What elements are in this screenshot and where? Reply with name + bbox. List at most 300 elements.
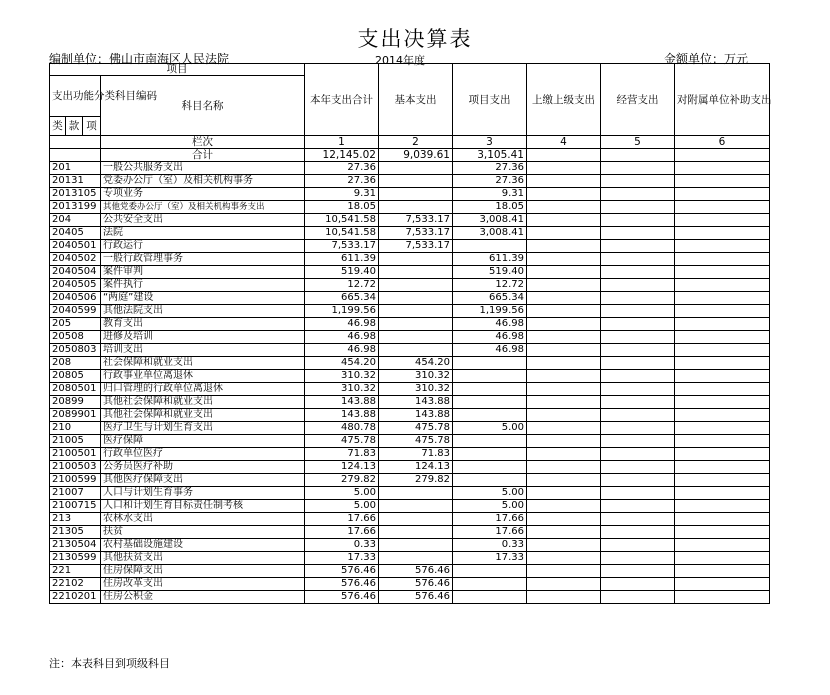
amount-cell <box>601 162 675 175</box>
amount-cell <box>379 552 453 565</box>
amount-cell: 17.66 <box>305 513 379 526</box>
amount-cell <box>527 409 601 422</box>
amount-cell: 46.98 <box>453 344 527 357</box>
amount-cell <box>453 240 527 253</box>
amount-cell <box>379 331 453 344</box>
amount-cell: 519.40 <box>305 266 379 279</box>
total-value: 9,039.61 <box>379 149 453 162</box>
subject-name: 一般行政管理事务 <box>101 253 305 266</box>
amount-cell <box>527 435 601 448</box>
amount-cell <box>675 370 770 383</box>
amount-cell <box>675 227 770 240</box>
amount-cell <box>675 305 770 318</box>
amount-cell: 1,199.56 <box>305 305 379 318</box>
amount-cell <box>675 162 770 175</box>
amount-cell: 17.66 <box>453 526 527 539</box>
subject-name: 公共安全支出 <box>101 214 305 227</box>
amount-cell: 3,008.41 <box>453 214 527 227</box>
header-col-project: 项目支出 <box>453 64 527 136</box>
amount-cell <box>379 175 453 188</box>
amount-cell: 7,533.17 <box>379 227 453 240</box>
table-row <box>50 266 770 279</box>
header-col-basic: 基本支出 <box>379 64 453 136</box>
subject-code: 2080501 <box>50 383 101 396</box>
amount-cell <box>379 188 453 201</box>
amount-cell <box>527 305 601 318</box>
col-number-3: 3 <box>453 136 527 149</box>
table-row <box>50 175 770 188</box>
subject-name: 进修及培训 <box>101 331 305 344</box>
amount-cell: 7,533.17 <box>379 240 453 253</box>
amount-cell <box>379 266 453 279</box>
amount-cell <box>675 513 770 526</box>
amount-cell <box>675 461 770 474</box>
col-number-1: 1 <box>305 136 379 149</box>
subject-name: 法院 <box>101 227 305 240</box>
amount-cell: 576.46 <box>305 591 379 604</box>
subject-code: 21005 <box>50 435 101 448</box>
col-number-2: 2 <box>379 136 453 149</box>
amount-cell: 454.20 <box>305 357 379 370</box>
amount-cell: 5.00 <box>453 500 527 513</box>
col-number-6: 6 <box>675 136 770 149</box>
amount-cell <box>379 539 453 552</box>
amount-cell <box>675 578 770 591</box>
amount-cell <box>601 474 675 487</box>
amount-cell: 3,008.41 <box>453 227 527 240</box>
subject-name: 扶贫 <box>101 526 305 539</box>
subject-name: “两庭”建设 <box>101 292 305 305</box>
subject-code: 210 <box>50 422 101 435</box>
amount-cell <box>675 188 770 201</box>
amount-cell <box>601 591 675 604</box>
amount-cell <box>601 500 675 513</box>
amount-cell: 143.88 <box>379 409 453 422</box>
amount-cell <box>453 396 527 409</box>
subject-name: 一般公共服务支出 <box>101 162 305 175</box>
amount-cell <box>601 422 675 435</box>
subject-code: 20405 <box>50 227 101 240</box>
table-row <box>50 370 770 383</box>
amount-cell: 576.46 <box>379 578 453 591</box>
amount-cell <box>527 201 601 214</box>
subject-code: 221 <box>50 565 101 578</box>
amount-cell: 9.31 <box>305 188 379 201</box>
amount-cell: 665.34 <box>453 292 527 305</box>
amount-cell <box>527 565 601 578</box>
amount-cell: 9.31 <box>453 188 527 201</box>
amount-cell: 519.40 <box>453 266 527 279</box>
amount-cell <box>601 565 675 578</box>
subject-name: 教育支出 <box>101 318 305 331</box>
subject-code: 2040506 <box>50 292 101 305</box>
amount-unit: 金额单位：万元 <box>663 52 748 66</box>
table-row <box>50 513 770 526</box>
subject-code: 22102 <box>50 578 101 591</box>
subject-name: 其他医疗保障支出 <box>101 474 305 487</box>
table-row <box>50 227 770 240</box>
header-kuan: 款 <box>66 117 83 136</box>
subject-name: 农村基础设施建设 <box>101 539 305 552</box>
amount-cell: 576.46 <box>379 565 453 578</box>
subject-code: 2089901 <box>50 409 101 422</box>
amount-cell <box>601 344 675 357</box>
amount-cell: 17.66 <box>453 513 527 526</box>
table-row <box>50 578 770 591</box>
table-row <box>50 201 770 214</box>
amount-cell: 0.33 <box>305 539 379 552</box>
table-row <box>50 487 770 500</box>
subject-code: 2210201 <box>50 591 101 604</box>
amount-cell <box>527 539 601 552</box>
amount-cell: 5.00 <box>453 487 527 500</box>
amount-cell <box>675 279 770 292</box>
subject-code: 2040501 <box>50 240 101 253</box>
table-row <box>50 240 770 253</box>
amount-cell <box>527 591 601 604</box>
amount-cell: 17.33 <box>453 552 527 565</box>
amount-cell <box>379 487 453 500</box>
amount-cell <box>453 370 527 383</box>
amount-cell <box>527 552 601 565</box>
table-row <box>50 357 770 370</box>
amount-cell: 576.46 <box>305 578 379 591</box>
amount-cell <box>453 383 527 396</box>
table-row <box>50 461 770 474</box>
amount-cell: 27.36 <box>305 162 379 175</box>
amount-cell <box>453 565 527 578</box>
amount-cell <box>527 526 601 539</box>
amount-cell <box>601 526 675 539</box>
amount-cell <box>453 448 527 461</box>
amount-cell <box>601 227 675 240</box>
subject-code: 2040599 <box>50 305 101 318</box>
subject-code: 2130504 <box>50 539 101 552</box>
amount-cell <box>601 331 675 344</box>
amount-cell <box>379 201 453 214</box>
subject-code: 205 <box>50 318 101 331</box>
col-index-label: 栏次 <box>101 136 305 149</box>
amount-cell <box>527 487 601 500</box>
amount-cell <box>601 578 675 591</box>
amount-cell <box>379 279 453 292</box>
amount-cell: 46.98 <box>305 318 379 331</box>
amount-cell <box>527 383 601 396</box>
subject-name: 社会保障和就业支出 <box>101 357 305 370</box>
amount-cell <box>601 266 675 279</box>
amount-cell <box>453 578 527 591</box>
fiscal-year: 2014年度 <box>375 54 425 67</box>
amount-cell: 5.00 <box>305 500 379 513</box>
amount-cell <box>453 474 527 487</box>
amount-cell <box>675 318 770 331</box>
amount-cell <box>601 539 675 552</box>
header-func-code: 支出功能分类科目编码 <box>50 76 101 117</box>
amount-cell: 46.98 <box>305 331 379 344</box>
amount-cell <box>601 188 675 201</box>
amount-cell <box>527 448 601 461</box>
subject-name: 行政运行 <box>101 240 305 253</box>
table-row <box>50 214 770 227</box>
amount-cell <box>675 591 770 604</box>
amount-cell <box>379 292 453 305</box>
amount-cell <box>453 357 527 370</box>
table-row <box>50 279 770 292</box>
subject-name: 医疗卫生与计划生育支出 <box>101 422 305 435</box>
subject-code: 2100599 <box>50 474 101 487</box>
subject-name: 案件审判 <box>101 266 305 279</box>
amount-cell: 5.00 <box>453 422 527 435</box>
amount-cell <box>601 370 675 383</box>
amount-cell <box>675 383 770 396</box>
table-row <box>50 188 770 201</box>
table-row <box>50 396 770 409</box>
amount-cell <box>527 279 601 292</box>
amount-cell: 71.83 <box>305 448 379 461</box>
amount-cell <box>527 474 601 487</box>
subject-code: 204 <box>50 214 101 227</box>
subject-code: 21305 <box>50 526 101 539</box>
total-value: 3,105.41 <box>453 149 527 162</box>
amount-cell <box>601 253 675 266</box>
amount-cell <box>675 214 770 227</box>
amount-cell <box>527 500 601 513</box>
table-row <box>50 474 770 487</box>
header-col-operating: 经营支出 <box>601 64 675 136</box>
subject-code: 208 <box>50 357 101 370</box>
amount-cell <box>675 331 770 344</box>
amount-cell: 576.46 <box>379 591 453 604</box>
amount-cell: 27.36 <box>305 175 379 188</box>
amount-cell <box>379 513 453 526</box>
table-row <box>50 591 770 604</box>
amount-cell <box>527 357 601 370</box>
header-subject-name: 科目名称 <box>101 76 305 136</box>
amount-cell <box>601 552 675 565</box>
amount-cell: 46.98 <box>453 331 527 344</box>
amount-cell: 611.39 <box>305 253 379 266</box>
amount-cell <box>601 396 675 409</box>
amount-cell <box>527 175 601 188</box>
total-value <box>527 149 601 162</box>
subject-code: 2040504 <box>50 266 101 279</box>
amount-cell <box>527 227 601 240</box>
subject-name: 医疗保障 <box>101 435 305 448</box>
amount-cell: 71.83 <box>379 448 453 461</box>
amount-cell <box>675 201 770 214</box>
col-number-4: 4 <box>527 136 601 149</box>
amount-cell <box>601 357 675 370</box>
amount-cell: 7,533.17 <box>305 240 379 253</box>
amount-cell: 310.32 <box>305 370 379 383</box>
amount-cell: 0.33 <box>453 539 527 552</box>
table-row <box>50 526 770 539</box>
amount-cell <box>675 240 770 253</box>
amount-cell <box>601 409 675 422</box>
amount-cell: 27.36 <box>453 175 527 188</box>
amount-cell: 10,541.58 <box>305 227 379 240</box>
amount-cell: 18.05 <box>305 201 379 214</box>
amount-cell <box>379 305 453 318</box>
amount-cell <box>453 435 527 448</box>
amount-cell <box>601 279 675 292</box>
amount-cell <box>675 409 770 422</box>
amount-cell: 475.78 <box>379 435 453 448</box>
report-title: 支出决算表 <box>357 27 473 51</box>
amount-cell <box>601 240 675 253</box>
subject-code: 2013105 <box>50 188 101 201</box>
subject-code: 2100715 <box>50 500 101 513</box>
subject-name: 其他法院支出 <box>101 305 305 318</box>
amount-cell: 12.72 <box>305 279 379 292</box>
subject-name: 专项业务 <box>101 188 305 201</box>
amount-cell <box>675 435 770 448</box>
subject-name: 培训支出 <box>101 344 305 357</box>
table-row <box>50 422 770 435</box>
amount-cell <box>527 578 601 591</box>
table-row <box>50 409 770 422</box>
subject-code: 20899 <box>50 396 101 409</box>
amount-cell <box>527 513 601 526</box>
subject-code: 20508 <box>50 331 101 344</box>
subject-code: 2100503 <box>50 461 101 474</box>
amount-cell: 124.13 <box>305 461 379 474</box>
amount-cell <box>379 500 453 513</box>
amount-cell <box>527 344 601 357</box>
amount-cell <box>601 513 675 526</box>
amount-cell <box>601 461 675 474</box>
amount-cell <box>527 396 601 409</box>
subject-code: 2130599 <box>50 552 101 565</box>
subject-code: 2100501 <box>50 448 101 461</box>
amount-cell: 310.32 <box>379 370 453 383</box>
amount-cell <box>675 448 770 461</box>
amount-cell <box>453 591 527 604</box>
amount-cell: 279.82 <box>379 474 453 487</box>
subject-code: 2040502 <box>50 253 101 266</box>
table-row <box>50 292 770 305</box>
amount-cell <box>675 474 770 487</box>
amount-cell <box>527 292 601 305</box>
subject-name: 党委办公厅（室）及相关机构事务 <box>101 175 305 188</box>
subject-code: 213 <box>50 513 101 526</box>
amount-cell: 279.82 <box>305 474 379 487</box>
amount-cell <box>601 292 675 305</box>
table-row <box>50 565 770 578</box>
amount-cell: 10,541.58 <box>305 214 379 227</box>
amount-cell: 310.32 <box>305 383 379 396</box>
subject-name: 归口管理的行政单位离退休 <box>101 383 305 396</box>
subject-name: 农林水支出 <box>101 513 305 526</box>
amount-cell <box>379 318 453 331</box>
amount-cell <box>379 162 453 175</box>
table-row <box>50 383 770 396</box>
amount-cell <box>601 383 675 396</box>
subject-code: 201 <box>50 162 101 175</box>
amount-cell <box>675 396 770 409</box>
amount-cell <box>527 253 601 266</box>
amount-cell <box>675 344 770 357</box>
subject-name: 其他扶贫支出 <box>101 552 305 565</box>
subject-code: 2050803 <box>50 344 101 357</box>
amount-cell: 665.34 <box>305 292 379 305</box>
header-project: 项目 <box>50 64 305 76</box>
subject-name: 其他党委办公厅（室）及相关机构事务支出 <box>101 201 305 214</box>
amount-cell: 1,199.56 <box>453 305 527 318</box>
amount-cell <box>675 266 770 279</box>
subject-code: 21007 <box>50 487 101 500</box>
amount-cell: 46.98 <box>453 318 527 331</box>
subject-name: 人口和计划生育目标责任制考核 <box>101 500 305 513</box>
amount-cell <box>601 318 675 331</box>
header-col-subsidy: 对附属单位补助支出 <box>675 64 770 136</box>
amount-cell <box>675 526 770 539</box>
subject-name: 行政事业单位离退休 <box>101 370 305 383</box>
amount-cell: 5.00 <box>305 487 379 500</box>
table-row <box>50 318 770 331</box>
amount-cell <box>453 409 527 422</box>
amount-cell <box>527 240 601 253</box>
amount-cell <box>379 526 453 539</box>
amount-cell <box>675 539 770 552</box>
amount-cell: 475.78 <box>305 435 379 448</box>
total-value <box>675 149 770 162</box>
table-row <box>50 539 770 552</box>
amount-cell: 7,533.17 <box>379 214 453 227</box>
table-row <box>50 435 770 448</box>
amount-cell: 124.13 <box>379 461 453 474</box>
subject-name: 行政单位医疗 <box>101 448 305 461</box>
expenditure-table <box>49 63 770 604</box>
amount-cell: 576.46 <box>305 565 379 578</box>
amount-cell <box>675 552 770 565</box>
amount-cell: 46.98 <box>305 344 379 357</box>
amount-cell <box>601 448 675 461</box>
table-row <box>50 162 770 175</box>
table-header <box>50 64 770 162</box>
amount-cell <box>527 461 601 474</box>
amount-cell: 27.36 <box>453 162 527 175</box>
subject-name: 住房保障支出 <box>101 565 305 578</box>
amount-cell <box>675 487 770 500</box>
amount-cell: 454.20 <box>379 357 453 370</box>
amount-cell <box>601 214 675 227</box>
amount-cell: 611.39 <box>453 253 527 266</box>
footnote: 注：本表科目到项级科目 <box>49 657 170 670</box>
reporting-unit: 编制单位：佛山市南海区人民法院 <box>49 52 230 66</box>
amount-cell <box>675 175 770 188</box>
amount-cell <box>527 266 601 279</box>
amount-cell: 143.88 <box>305 396 379 409</box>
amount-cell: 12.72 <box>453 279 527 292</box>
amount-cell <box>379 344 453 357</box>
amount-cell <box>379 253 453 266</box>
amount-cell: 143.88 <box>305 409 379 422</box>
subject-name: 其他社会保障和就业支出 <box>101 396 305 409</box>
table-row <box>50 331 770 344</box>
amount-cell: 310.32 <box>379 383 453 396</box>
subject-name: 住房改革支出 <box>101 578 305 591</box>
table-row <box>50 253 770 266</box>
amount-cell <box>675 565 770 578</box>
col-number-5: 5 <box>601 136 675 149</box>
header-lei: 类 <box>50 117 66 136</box>
total-row <box>50 149 770 162</box>
amount-cell <box>453 461 527 474</box>
total-value: 12,145.02 <box>305 149 379 162</box>
subject-code: 2040505 <box>50 279 101 292</box>
amount-cell <box>601 487 675 500</box>
